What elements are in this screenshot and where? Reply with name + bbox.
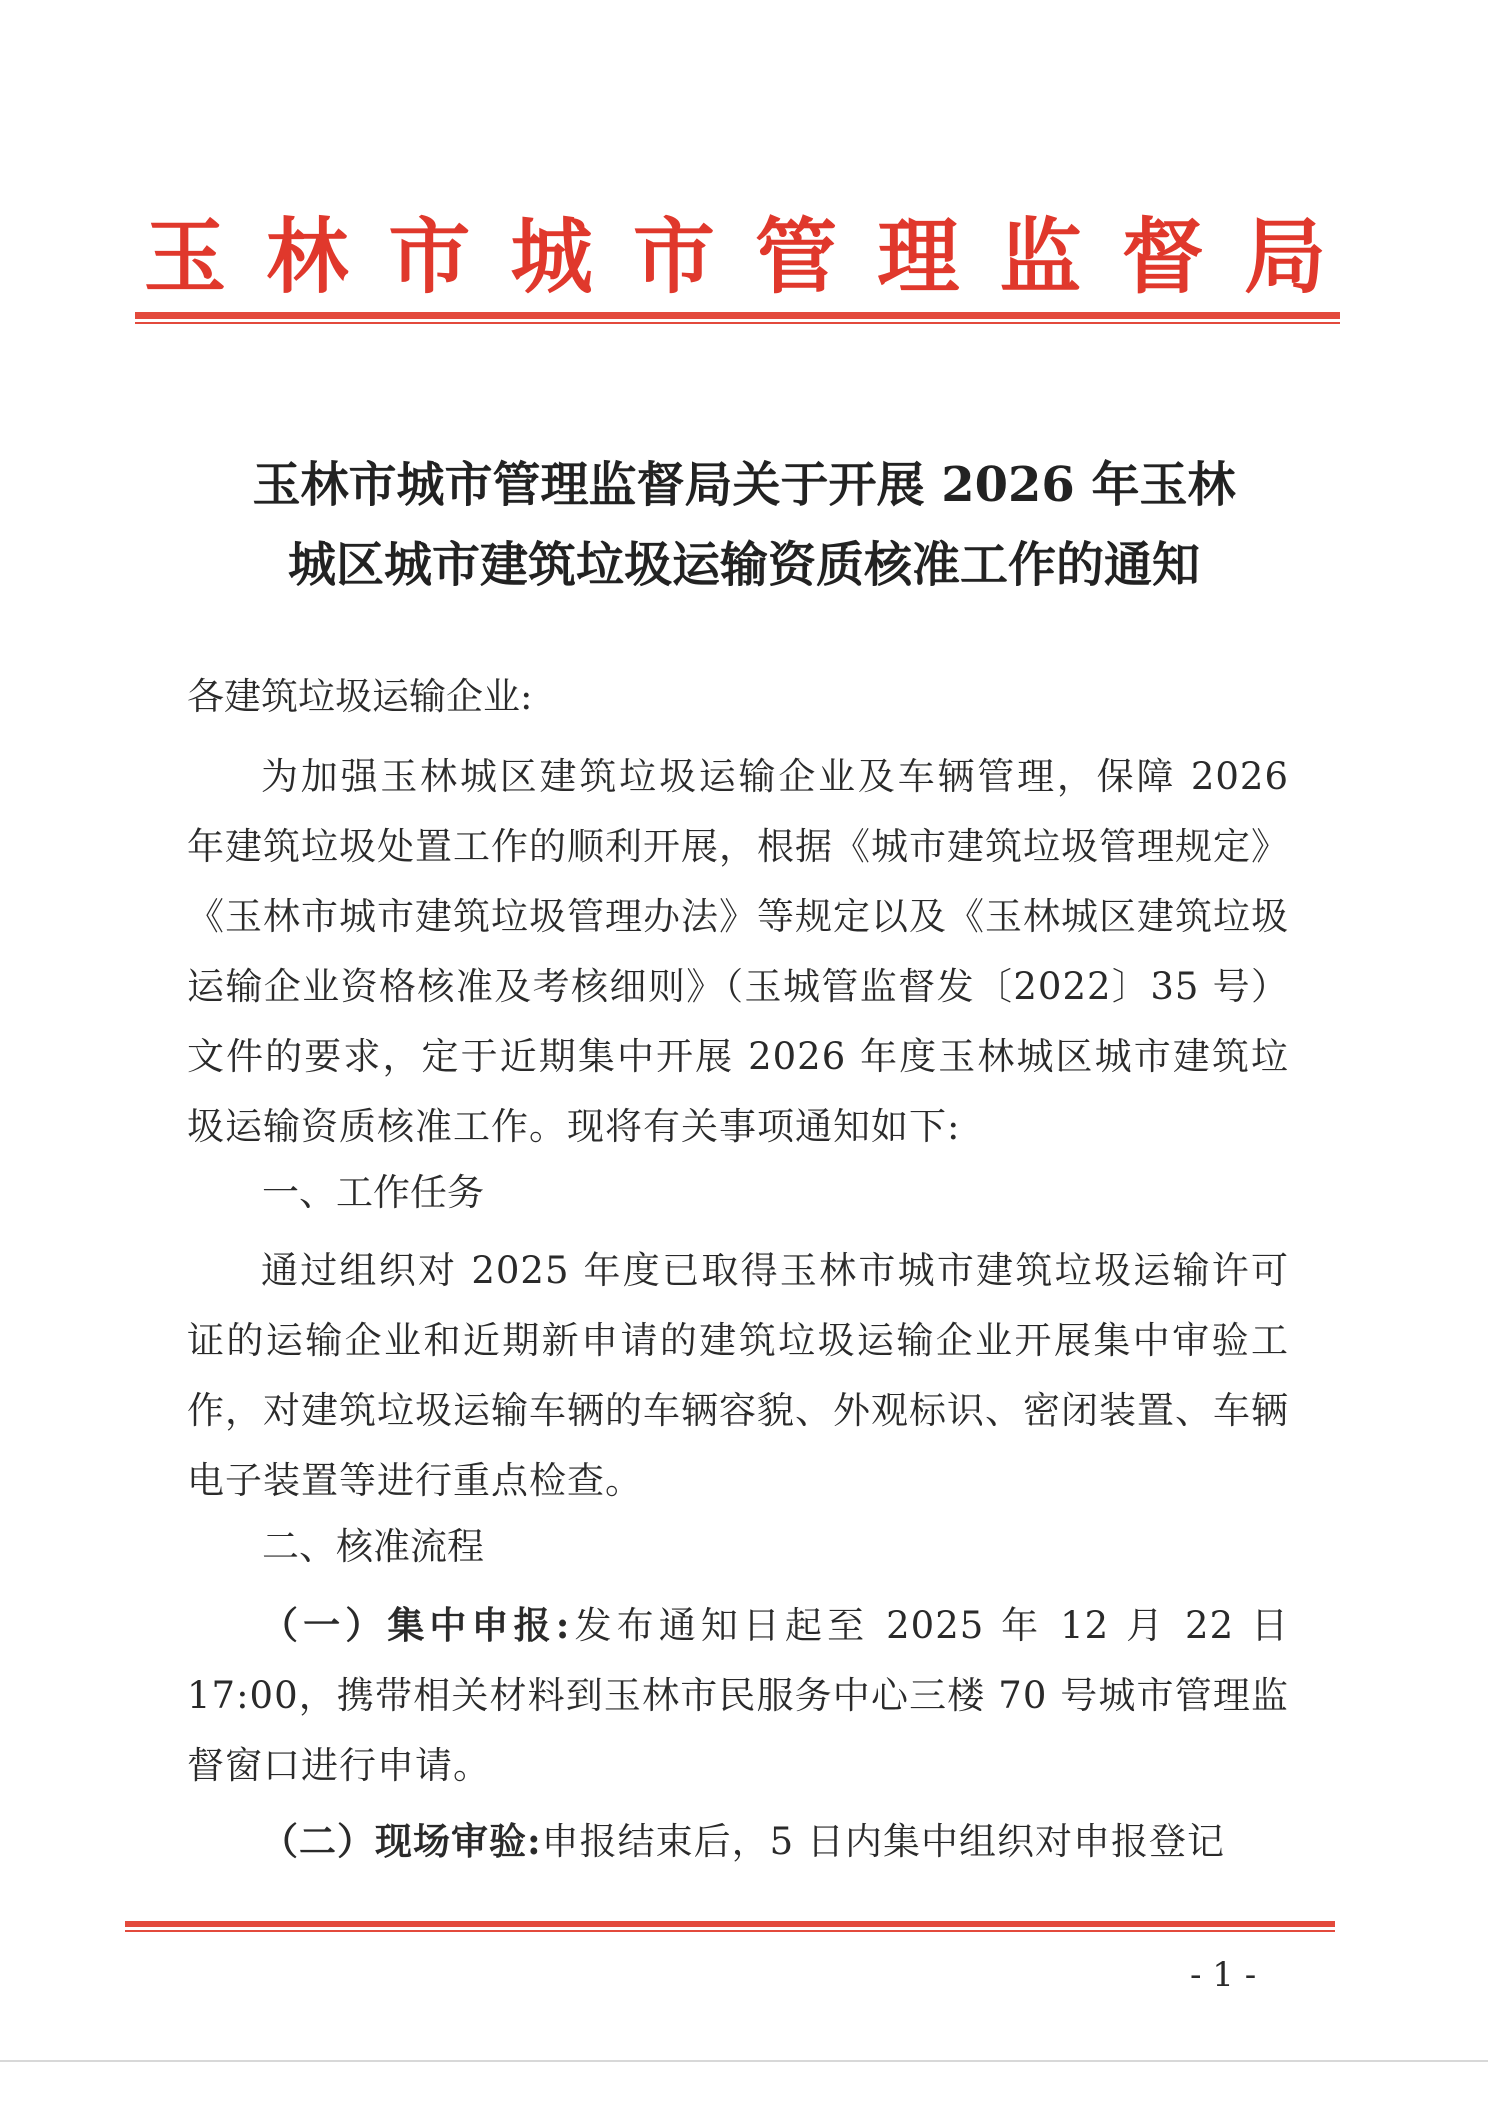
header-char: 市 (632, 208, 715, 305)
header-char: 市 (388, 208, 471, 305)
section-heading-tasks: 一、工作任务 (262, 1171, 484, 1214)
document-title (120, 445, 1368, 605)
item-2-block (187, 1806, 1289, 1877)
item-2-lead: （二）现场审验: (261, 1819, 542, 1863)
item-1-lead: （一）集中申报: (261, 1603, 571, 1647)
header-char: 管 (755, 208, 838, 305)
footer-divider-thick (125, 1921, 1335, 1927)
item-2-paragraph (187, 1806, 1289, 1877)
intro-paragraph: 为加强玉林城区建筑垃圾运输企业及车辆管理，保障 2026 年建筑垃圾处置工作的顺利开展，根据《城市建筑垃圾管理规定》《玉林市城市建筑垃圾管理办法》等规定以及《玉林城区建筑垃圾运输企业资格核准及考核细则》（玉城管监督发〔2022〕35 号）文件的要求，定于近期集中开展 2026 年度玉林城区城市建筑垃圾运输资质核准工作。现将有关事项通知如下: (187, 755, 1289, 1148)
header-char: 督 (1121, 208, 1204, 305)
page-number: - 1 - (1190, 1955, 1257, 1995)
scan-edge-line (0, 2060, 1488, 2062)
document-title-line-2: 城区城市建筑垃圾运输资质核准工作的通知 (287, 537, 1200, 593)
tasks-paragraph-block (187, 1236, 1289, 1516)
header-char: 玉 (143, 208, 226, 305)
header-char: 理 (877, 208, 960, 305)
item-2-text: 申报结束后，5 日内集中组织对申报登记 (541, 1820, 1225, 1863)
header-char: 监 (999, 208, 1082, 305)
footer-divider-thin (125, 1930, 1335, 1932)
section-heading-process: 二、核准流程 (262, 1525, 484, 1568)
item-1-block (187, 1590, 1289, 1801)
tasks-paragraph: 通过组织对 2025 年度已取得玉林市城市建筑垃圾运输许可证的运输企业和近期新申请的建筑垃圾运输企业开展集中审验工作，对建筑垃圾运输车辆的车辆容貌、外观标识、密闭装置、车辆电子装置等进行重点检查。 (187, 1249, 1289, 1502)
document-title-line-1: 玉林市城市管理监督局关于开展 2026 年玉林 (252, 457, 1236, 513)
item-1-paragraph (187, 1590, 1289, 1801)
header-char: 城 (510, 208, 593, 305)
item-1-text: 发布通知日起至 2025 年 12 月 22 日 17:00，携带相关材料到玉林市民服务中心三楼 70 号城市管理监督窗口进行申请。 (187, 1604, 1289, 1787)
header-char: 林 (266, 208, 349, 305)
header-divider-thin (135, 322, 1340, 324)
issuing-authority-header (135, 200, 1335, 305)
header-divider-thick (135, 312, 1340, 319)
intro-paragraph-block (187, 742, 1289, 1162)
salutation: 各建筑垃圾运输企业: (187, 675, 533, 718)
header-char: 局 (1243, 208, 1326, 305)
